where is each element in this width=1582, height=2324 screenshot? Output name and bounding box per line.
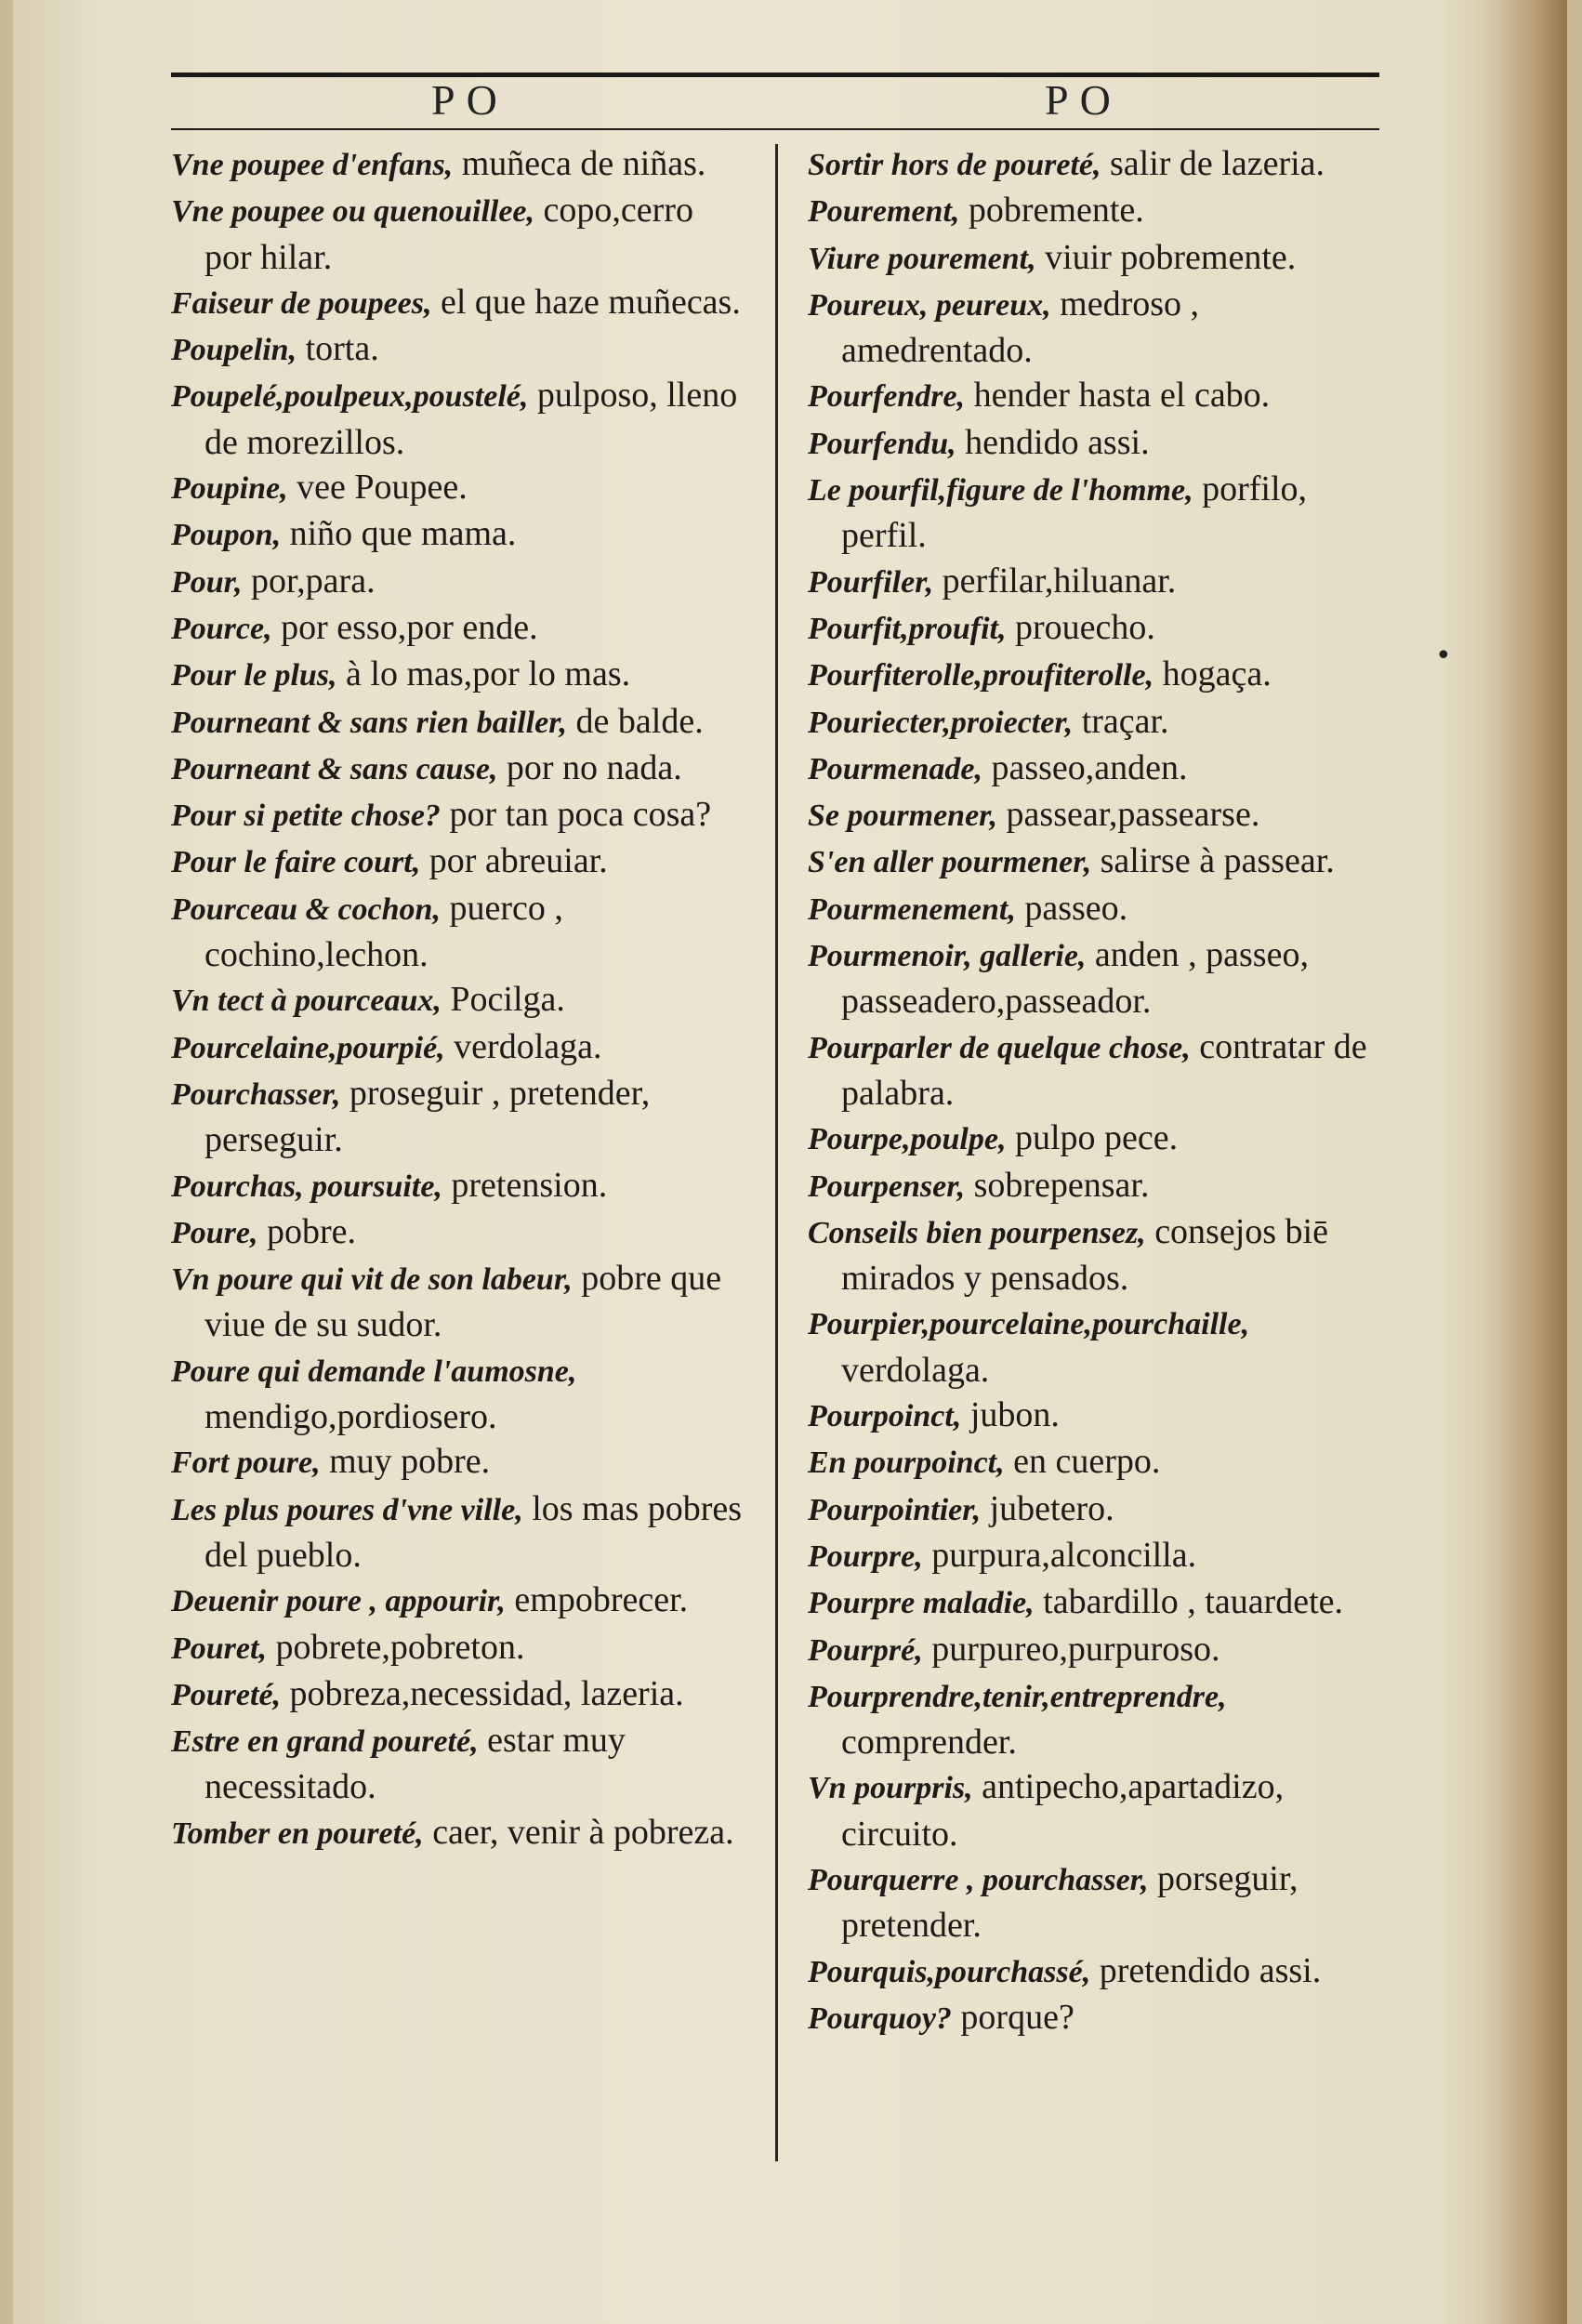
- dictionary-entry: [171, 977, 747, 1023]
- french-headword: Vne poupee ou quenouillee,: [171, 194, 535, 230]
- margin-dot: •: [1435, 640, 1452, 672]
- french-headword: Tomber en poureté,: [171, 1816, 424, 1851]
- french-headword: Pourement,: [808, 194, 960, 230]
- french-headword: Sortir hors de poureté,: [808, 148, 1101, 182]
- dictionary-entry: [171, 1439, 747, 1486]
- french-headword: Estre en grand poureté,: [171, 1724, 479, 1760]
- dictionary-entry: [808, 1995, 1389, 2041]
- spanish-translation: pobremente.: [959, 191, 1144, 231]
- dictionary-entry: [808, 1627, 1389, 1673]
- spanish-translation: muy pobre.: [320, 1442, 491, 1482]
- spanish-translation: pretension.: [442, 1165, 608, 1205]
- dictionary-entry: [808, 1948, 1389, 1995]
- dictionary-entry: [171, 652, 747, 698]
- column-divider: [775, 144, 778, 2161]
- spanish-translation: verdolaga.: [841, 1350, 990, 1390]
- spanish-translation: vee Poupee.: [287, 468, 468, 508]
- spanish-translation: proseguir , pretender, perseguir.: [204, 1073, 651, 1160]
- spanish-translation: por esso,por ende.: [271, 607, 538, 647]
- dictionary-entry: [171, 1024, 747, 1071]
- spanish-translation: muñeca de niñas.: [453, 144, 706, 183]
- spanish-translation: el que haze muñecas.: [431, 282, 741, 322]
- dictionary-entry: [171, 280, 747, 326]
- spanish-translation: hogaça.: [1154, 654, 1272, 694]
- french-headword: Pourfit,proufit,: [808, 611, 1007, 646]
- spanish-translation: los mas pobres del pueblo.: [204, 1488, 743, 1575]
- spanish-translation: pulposo, lleno de morezillos.: [204, 376, 738, 462]
- dictionary-entry: [808, 932, 1389, 1024]
- french-headword: Pourpe,poulpe,: [808, 1122, 1007, 1157]
- french-headword: Pourfendre,: [808, 379, 966, 415]
- spanish-translation: tabardillo , tauardete.: [1034, 1582, 1344, 1622]
- dictionary-entry: [171, 1671, 747, 1718]
- dictionary-entry: [171, 1348, 747, 1440]
- dictionary-entry: [808, 699, 1389, 746]
- spanish-translation: à lo mas,por lo mas.: [336, 654, 631, 694]
- french-headword: Le pourfil,figure de l'homme,: [808, 473, 1193, 508]
- french-headword: Pour si petite chose?: [171, 799, 441, 834]
- dictionary-entry: [808, 235, 1389, 282]
- spanish-translation: comprender.: [841, 1723, 1017, 1763]
- dictionary-entry: [808, 188, 1389, 234]
- spanish-translation: niño que mama.: [281, 514, 517, 554]
- dictionary-entry: [171, 605, 747, 652]
- french-headword: Poure,: [171, 1215, 258, 1250]
- running-head-left: PO: [431, 76, 508, 124]
- spanish-translation: pobre.: [257, 1211, 357, 1251]
- french-headword: Pourpenser,: [808, 1169, 966, 1204]
- spanish-translation: porseguir, pretender.: [841, 1858, 1299, 1946]
- spanish-translation: pretendido assi.: [1090, 1950, 1322, 1990]
- french-headword: Pourparler de quelque chose,: [808, 1030, 1191, 1065]
- dictionary-entry: [808, 1024, 1389, 1116]
- spanish-translation: puerco , cochino,lechon.: [204, 888, 563, 975]
- dictionary-entry: [808, 1301, 1389, 1393]
- dictionary-entry: [171, 326, 747, 373]
- dictionary-entry: [171, 1810, 747, 1856]
- french-headword: Vn tect à pourceaux,: [171, 984, 442, 1019]
- spanish-translation: Pocilga.: [441, 980, 565, 1020]
- dictionary-entry: [171, 746, 747, 792]
- french-headword: Pourneant & sans cause,: [171, 751, 498, 786]
- spanish-translation: copo,cerro por hilar.: [204, 191, 693, 277]
- dictionary-entry: [171, 699, 747, 746]
- french-headword: Poupelé,poulpeux,poustelé,: [171, 379, 529, 415]
- french-headword: Poureux, peureux,: [808, 287, 1051, 323]
- french-headword: Se pourmener,: [808, 799, 998, 834]
- dictionary-entry: [171, 559, 747, 605]
- spanish-translation: por abreuiar.: [420, 841, 608, 881]
- french-headword: S'en aller pourmener,: [808, 845, 1092, 880]
- spanish-translation: por tan poca cosa?: [440, 795, 712, 835]
- spanish-translation: por,para.: [242, 561, 376, 601]
- french-headword: Pourpier,pourcelaine,pourchaille,: [808, 1307, 1250, 1342]
- french-headword: Pourquoy?: [808, 2000, 952, 2036]
- left-column: [171, 141, 747, 1856]
- spanish-translation: jubon.: [961, 1395, 1060, 1435]
- dictionary-entry: [808, 605, 1389, 652]
- french-headword: Pourpointier,: [808, 1492, 982, 1527]
- french-headword: Pourprendre,tenir,entreprendre,: [808, 1679, 1227, 1714]
- french-headword: Pourfiler,: [808, 564, 934, 600]
- french-headword: Pourquerre , pourchasser,: [808, 1862, 1149, 1897]
- french-headword: Pourpré,: [808, 1632, 923, 1668]
- dictionary-entry: [808, 559, 1389, 605]
- french-headword: Pourmenade,: [808, 751, 982, 786]
- french-headword: Poupon,: [171, 518, 282, 553]
- spanish-translation: caer, venir à pobreza.: [423, 1812, 734, 1852]
- french-headword: Pourpre maladie,: [808, 1586, 1035, 1621]
- dictionary-entry: [808, 1116, 1389, 1162]
- spanish-translation: passeo,anden.: [982, 747, 1188, 787]
- french-headword: Pourpre,: [808, 1538, 923, 1574]
- french-headword: Pouret,: [171, 1631, 267, 1666]
- french-headword: Fort poure,: [171, 1446, 321, 1481]
- dictionary-entry: [171, 1071, 747, 1163]
- spanish-translation: anden , passeo, passeadero,passeador.: [841, 935, 1309, 1022]
- dictionary-entry: [171, 511, 747, 558]
- spanish-translation: consejos biē mirados y pensados.: [841, 1211, 1328, 1299]
- spanish-translation: prouecho.: [1006, 607, 1155, 647]
- dictionary-entry: [808, 1163, 1389, 1209]
- dictionary-entry: [171, 838, 747, 885]
- spanish-translation: pulpo pece.: [1006, 1118, 1179, 1158]
- french-headword: Pourcelaine,pourpié,: [171, 1030, 445, 1065]
- french-headword: Pourceau & cochon,: [171, 891, 441, 927]
- spanish-translation: estar muy necessitado.: [204, 1721, 626, 1807]
- dictionary-entry: [808, 1579, 1389, 1626]
- header-rule-bottom: [171, 128, 1379, 130]
- dictionary-entry: [808, 1486, 1389, 1533]
- spanish-translation: torta.: [297, 329, 379, 369]
- dictionary-entry: [171, 1256, 747, 1348]
- dictionary-entry: [171, 1625, 747, 1671]
- dictionary-entry: [808, 886, 1389, 932]
- french-headword: Conseils bien pourpensez,: [808, 1215, 1146, 1250]
- dictionary-entry: [171, 188, 747, 280]
- french-headword: Pourpoinct,: [808, 1399, 962, 1434]
- dictionary-entry: [808, 1764, 1389, 1856]
- dictionary-entry: [808, 420, 1389, 467]
- dictionary-entry: [171, 141, 747, 188]
- spanish-translation: jubetero.: [981, 1488, 1114, 1528]
- french-headword: Vn pourpris,: [808, 1771, 973, 1806]
- dictionary-entry: [808, 1439, 1389, 1486]
- dictionary-entry: [808, 652, 1389, 698]
- spanish-translation: contratar de palabra.: [841, 1026, 1367, 1113]
- spanish-translation: hendido assi.: [956, 422, 1150, 462]
- french-headword: Faiseur de poupees,: [171, 285, 432, 321]
- spanish-translation: medroso , amedrentado.: [841, 284, 1200, 371]
- spanish-translation: empobrecer.: [505, 1580, 689, 1620]
- french-headword: Pour le plus,: [171, 658, 337, 693]
- spanish-translation: por no nada.: [497, 747, 682, 787]
- french-headword: Pourmenoir, gallerie,: [808, 939, 1087, 974]
- dictionary-entry: [808, 373, 1389, 419]
- spanish-translation: viuir pobremente.: [1035, 237, 1297, 277]
- running-head-right: PO: [1045, 76, 1122, 124]
- spanish-translation: de balde.: [567, 701, 704, 741]
- spanish-translation: passeo.: [1015, 888, 1128, 928]
- dictionary-entry: [808, 282, 1389, 374]
- french-headword: Les plus poures d'vne ville,: [171, 1492, 523, 1527]
- french-headword: Pourfiterolle,proufiterolle,: [808, 658, 1154, 693]
- french-headword: Pourchasser,: [171, 1076, 341, 1112]
- book-page: [13, 0, 1567, 2324]
- spanish-translation: porfilo, perfil.: [841, 469, 1308, 556]
- french-headword: Poure qui demande l'aumosne,: [171, 1353, 577, 1389]
- spanish-translation: purpureo,purpuroso.: [922, 1629, 1220, 1669]
- french-headword: Deuenir poure , appourir,: [171, 1584, 506, 1619]
- dictionary-entry: [808, 792, 1389, 838]
- french-headword: Pour,: [171, 564, 243, 600]
- french-headword: Pource,: [171, 611, 272, 646]
- dictionary-entry: [808, 467, 1389, 559]
- spanish-translation: porque?: [951, 1997, 1074, 2037]
- right-column: [808, 141, 1389, 2041]
- dictionary-entry: [171, 1163, 747, 1209]
- spanish-translation: pobrete,pobreton.: [266, 1627, 525, 1667]
- french-headword: Viure pourement,: [808, 241, 1036, 276]
- french-headword: Pour le faire court,: [171, 845, 421, 880]
- spanish-translation: en cuerpo.: [1004, 1442, 1161, 1482]
- french-headword: Pourchas, poursuite,: [171, 1169, 442, 1204]
- dictionary-entry: [808, 1673, 1389, 1765]
- spanish-translation: antipecho,apartadizo, circuito.: [841, 1767, 1285, 1854]
- spanish-translation: sobrepensar.: [965, 1165, 1150, 1205]
- spanish-translation: hender hasta el cabo.: [965, 376, 1271, 416]
- french-headword: Poureté,: [171, 1677, 282, 1712]
- french-headword: Poupelin,: [171, 333, 297, 368]
- dictionary-entry: [808, 1393, 1389, 1439]
- dictionary-entry: [171, 465, 747, 511]
- dictionary-entry: [808, 141, 1389, 188]
- dictionary-entry: [171, 1209, 747, 1256]
- french-headword: Vne poupee d'enfans,: [171, 148, 454, 182]
- dictionary-entry: [808, 838, 1389, 885]
- dictionary-entry: [808, 1209, 1389, 1301]
- dictionary-entry: [171, 1486, 747, 1578]
- spanish-translation: pobre que viue de su sudor.: [204, 1259, 722, 1345]
- dictionary-entry: [171, 886, 747, 978]
- french-headword: Poupine,: [171, 471, 288, 507]
- spanish-translation: traçar.: [1073, 701, 1169, 741]
- spanish-translation: salirse à passear.: [1091, 841, 1335, 881]
- spanish-translation: mendigo,pordiosero.: [204, 1397, 497, 1437]
- french-headword: Pourfendu,: [808, 426, 956, 461]
- spanish-translation: salir de lazeria.: [1101, 144, 1325, 183]
- french-headword: Pourneant & sans rien bailler,: [171, 705, 568, 740]
- spanish-translation: verdolaga.: [444, 1026, 602, 1066]
- spanish-translation: pobreza,necessidad, lazeria.: [281, 1673, 684, 1713]
- dictionary-entry: [171, 1718, 747, 1810]
- french-headword: Pouriecter,proiecter,: [808, 705, 1074, 740]
- french-headword: En pourpoinct,: [808, 1446, 1005, 1481]
- spine-shadow: [1483, 0, 1567, 2324]
- dictionary-entry: [808, 1856, 1389, 1948]
- french-headword: Pourmenement,: [808, 891, 1016, 927]
- spanish-translation: purpura,alconcilla.: [922, 1535, 1197, 1575]
- spanish-translation: perfilar,hiluanar.: [933, 561, 1177, 601]
- french-headword: Vn poure qui vit de son labeur,: [171, 1262, 573, 1298]
- dictionary-entry: [808, 1533, 1389, 1579]
- dictionary-entry: [808, 746, 1389, 792]
- dictionary-entry: [171, 792, 747, 838]
- spanish-translation: passear,passearse.: [997, 795, 1260, 835]
- french-headword: Pourquis,pourchassé,: [808, 1954, 1091, 1989]
- dictionary-entry: [171, 1578, 747, 1624]
- dictionary-entry: [171, 373, 747, 465]
- header-rule-top: [171, 73, 1379, 77]
